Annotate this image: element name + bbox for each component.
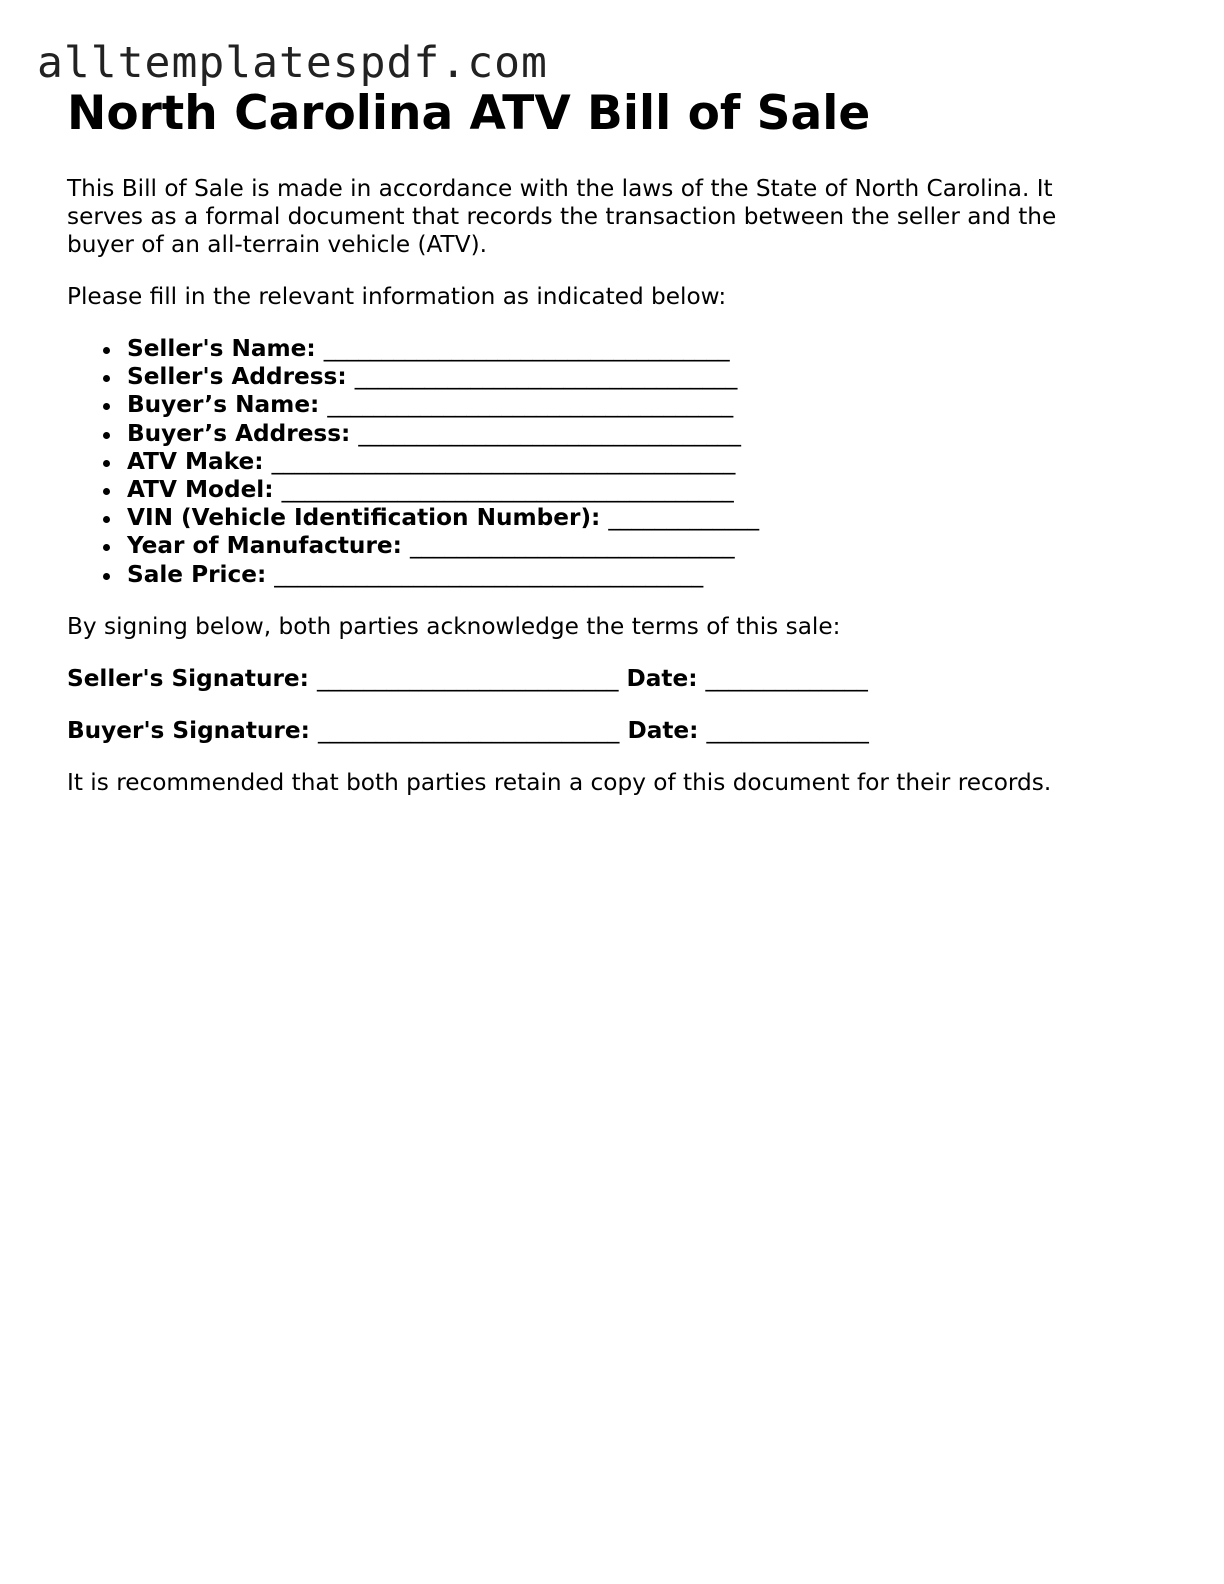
seller-signature-row: [67, 665, 1167, 693]
field-sellers-name[interactable]: [127, 335, 1167, 363]
fill-instruction: Please fill in the relevant information as indicated below:: [67, 283, 727, 310]
field-blank[interactable]: ________________________________________: [271, 447, 736, 475]
field-sale-price[interactable]: [127, 561, 1167, 589]
buyer-signature-line[interactable]: __________________________: [317, 716, 620, 744]
closing-note: It is recommended that both parties retain a copy of this document for their records.: [67, 768, 1052, 796]
field-label: Sale Price:: [127, 560, 267, 588]
field-list: [67, 335, 1167, 589]
watermark: alltemplatespdf.com: [37, 38, 548, 88]
field-vin[interactable]: [127, 504, 1167, 532]
field-blank[interactable]: _________________________________: [354, 363, 738, 391]
field-blank[interactable]: ____________________________: [409, 532, 735, 560]
field-blank[interactable]: ___________________________________: [327, 391, 734, 419]
field-atv-model[interactable]: [127, 476, 1167, 504]
field-year-of-manufacture[interactable]: [127, 532, 1167, 560]
field-label: Year of Manufacture:: [127, 532, 402, 560]
field-blank[interactable]: ___________________________________: [323, 335, 730, 362]
field-blank[interactable]: _____________________________________: [274, 560, 704, 588]
seller-date-label: Date:: [626, 664, 698, 692]
seller-signature-line[interactable]: __________________________: [316, 664, 619, 692]
buyer-signature-row: [67, 717, 1167, 745]
field-blank[interactable]: _________________________________: [358, 419, 741, 447]
field-label: VIN (Vehicle Identification Number):: [127, 504, 601, 532]
field-blank[interactable]: _______________________________________: [281, 476, 734, 504]
acknowledgement: By signing below, both parties acknowledge the terms of this sale:: [67, 612, 841, 640]
seller-signature-label: Seller's Signature:: [67, 664, 309, 692]
field-buyers-name[interactable]: [127, 391, 1167, 419]
field-label: ATV Model:: [127, 476, 274, 504]
field-sellers-address[interactable]: [127, 363, 1167, 391]
field-label: Buyer’s Name:: [127, 391, 320, 419]
page-title: North Carolina ATV Bill of Sale: [67, 86, 871, 141]
intro-paragraph: This Bill of Sale is made in accordance with the laws of the State of North Carolina. It serves as a formal document that records the transaction between the seller and the buyer of an all-terrain vehicle (ATV).: [67, 175, 1057, 258]
field-label: Seller's Name:: [127, 335, 316, 362]
document-body: [67, 84, 1167, 797]
field-atv-make[interactable]: [127, 448, 1167, 476]
buyer-date-line[interactable]: ______________: [706, 716, 869, 744]
buyer-signature-label: Buyer's Signature:: [67, 716, 310, 744]
seller-date-line[interactable]: ______________: [705, 664, 868, 692]
buyer-date-label: Date:: [627, 716, 699, 744]
field-buyers-address[interactable]: [127, 420, 1167, 448]
field-label: ATV Make:: [127, 447, 264, 475]
field-blank[interactable]: _____________: [608, 504, 760, 532]
field-label: Buyer’s Address:: [127, 419, 351, 447]
field-label: Seller's Address:: [127, 363, 347, 391]
